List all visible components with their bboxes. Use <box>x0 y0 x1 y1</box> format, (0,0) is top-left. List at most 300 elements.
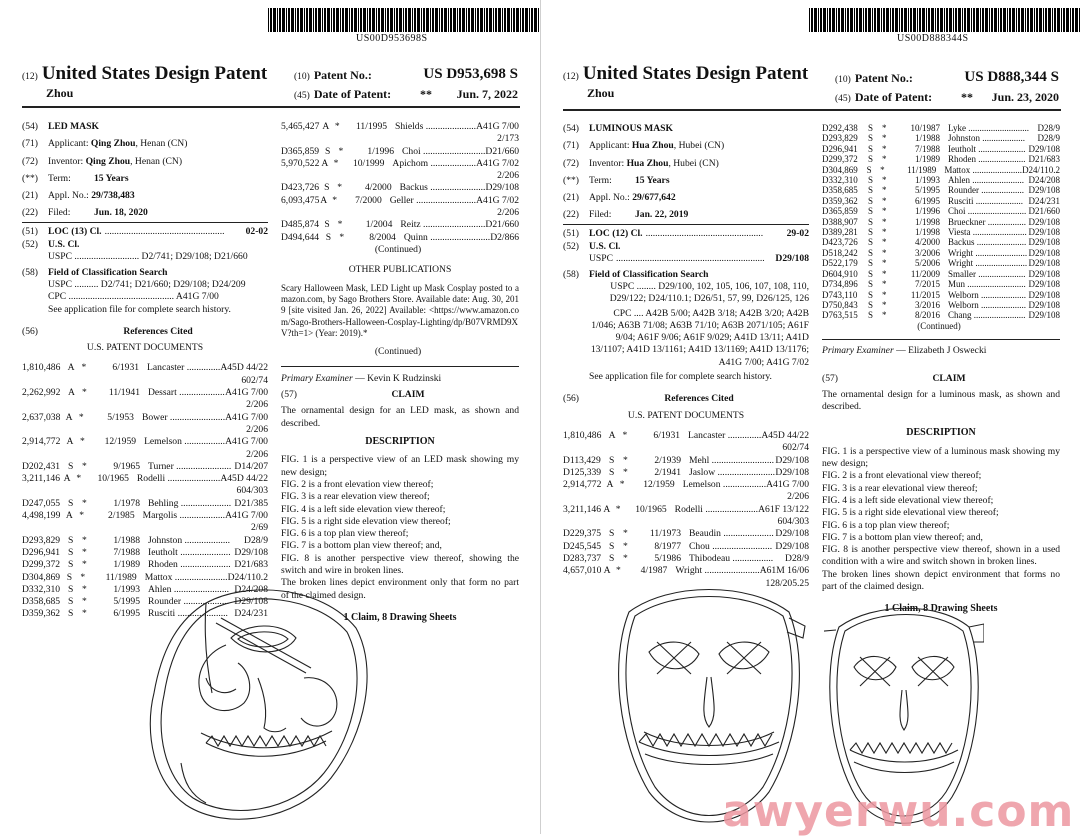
barcode-bar <box>423 8 425 32</box>
reference-row: 1,810,486 A * 6/1931 Lancaster .............. A45D 44/22 <box>22 362 269 374</box>
barcode-bar <box>899 8 900 32</box>
barcode-bar <box>1052 8 1053 32</box>
reference-row: D283,737 S * 5/1986 Thibodeau ................. D28/9 <box>563 552 809 564</box>
reference-row: D423,726 S * 4/2000 Backus ....................... D29/108 <box>281 182 520 194</box>
barcode-bar <box>279 8 281 32</box>
barcode-bar <box>376 8 377 32</box>
references-field: (56) References Cited <box>563 393 734 405</box>
reference-row: D604,910 S * 11/2009 Smaller ..................... D29/108 <box>822 268 1060 279</box>
continued-label: (Continued) <box>917 320 961 331</box>
barcode-bar <box>342 8 344 32</box>
barcode-bar <box>949 8 952 32</box>
description-item: FIG. 8 is another perspective view thereof, showing the switch and wire in broken lines. <box>281 552 519 577</box>
barcode-bar <box>441 8 443 32</box>
barcode-bar <box>345 8 348 32</box>
barcode-bar <box>859 8 862 32</box>
reference-row: 4,657,010 A * 4/1987 Wright ....................... A61M 16/06 <box>563 565 809 577</box>
description-item: FIG. 6 is a top plan view thereof; <box>822 519 950 531</box>
barcode-bar <box>372 8 375 32</box>
barcode-bar <box>872 8 873 32</box>
barcode-bar <box>1003 8 1006 32</box>
barcode-bar <box>412 8 413 32</box>
claim-text: The ornamental design for a luminous mask, as shown and described. <box>822 388 1060 413</box>
reference-row: 3,211,146 A * 10/1965 Rodelli ...................... A45D 44/22 <box>22 473 269 485</box>
reference-row: 2/173 <box>497 133 519 145</box>
barcode-bar <box>971 8 972 32</box>
search-uspc: USPC ........ D29/100, 102, 105, 106, 107, 108, 110, D29/122; D24/110.1; D26/51, 57, 99, D26/125, 126 <box>609 280 809 305</box>
barcode-bar <box>378 8 380 32</box>
barcode-bar <box>1054 8 1056 32</box>
barcode-bar <box>493 8 494 32</box>
barcode-bar <box>1072 8 1074 32</box>
reference-row: D304,869 S * 11/1989 Mattox ...................... D24/110.2 <box>22 571 268 583</box>
barcode-bar <box>387 8 389 32</box>
claim-section <box>822 373 1060 616</box>
reference-row: D359,362 S * 6/1995 Rusciti ..................... D24/231 <box>22 608 268 620</box>
reference-row: 3,211,146 A * 10/1965 Rodelli ...................... A61F 13/122 <box>563 503 809 515</box>
barcode-bar <box>381 8 384 32</box>
barcode-bar <box>883 8 885 32</box>
barcode-bar <box>980 8 981 32</box>
inventor-header: Zhou <box>587 86 615 100</box>
barcode-bar <box>955 8 957 32</box>
barcode-bar <box>820 8 822 32</box>
barcode-bar <box>297 8 299 32</box>
reference-row: D485,874 S * 1/2004 Reitz .......................... D21/660 <box>281 219 519 231</box>
barcode-bar <box>277 8 278 32</box>
patent-page-d888344 <box>541 0 1080 834</box>
barcode-bar <box>444 8 447 32</box>
barcode-bar <box>901 8 903 32</box>
barcode-bar <box>953 8 954 32</box>
barcode-bar <box>408 8 411 32</box>
barcode-bar <box>985 8 988 32</box>
barcode-bar <box>421 8 422 32</box>
barcode-bar <box>475 8 476 32</box>
barcode-bar <box>829 8 831 32</box>
barcode-bar <box>892 8 894 32</box>
description-item: FIG. 3 is a rear elevation view thereof; <box>281 491 430 503</box>
barcode-bar <box>895 8 898 32</box>
barcode-bar <box>399 8 402 32</box>
document-title: (12) United States Design Patent <box>22 63 268 84</box>
barcode-bar <box>295 8 296 32</box>
applicant-field: (71) Applicant: Hua Zhou, Hubei (CN) <box>563 140 725 152</box>
reference-row: 2,637,038 A * 5/1953 Bower ....................... A41G 7/00 <box>22 411 268 423</box>
description-item: The broken lines shown depict environment that forms no part of the claimed design. <box>822 568 1060 592</box>
right-column <box>822 123 1060 622</box>
barcode-bar <box>516 8 519 32</box>
examiner-rule <box>281 366 519 367</box>
led-mask-drawing <box>146 583 376 828</box>
barcode-bar <box>322 8 323 32</box>
barcode-bar <box>522 8 524 32</box>
term-field: (**) Term: 15 Years <box>22 172 129 184</box>
barcode-bar <box>534 8 537 32</box>
reference-row: D522,179 S * 5/2006 Wright ....................... D29/108 <box>822 258 1060 269</box>
reference-row: D125,339 S * 2/1941 Jaslow ........................ D29/108 <box>563 466 809 478</box>
barcode-bar <box>369 8 371 32</box>
description-item: FIG. 3 is a rear elevational view thereof; <box>822 482 978 494</box>
barcode-bar <box>886 8 889 32</box>
barcode-bar <box>453 8 456 32</box>
barcode-bar <box>845 8 846 32</box>
reference-row: D423,726 S * 4/2000 Backus ...................... D29/108 <box>822 237 1060 248</box>
barcode-bar <box>273 8 276 32</box>
us-cl-field: (52) U.S. Cl. <box>22 239 80 251</box>
description-heading: DESCRIPTION <box>365 436 435 448</box>
search-cpc: CPC ............................................ A41G 7/00 <box>48 291 219 303</box>
barcode-bar <box>944 8 945 32</box>
barcode-bar <box>430 8 431 32</box>
barcode-bar <box>926 8 927 32</box>
barcode-bar <box>309 8 312 32</box>
barcode-bar <box>394 8 395 32</box>
reference-row: 2/206 <box>246 399 268 411</box>
barcode-bar <box>1009 8 1011 32</box>
barcode-bar <box>354 8 357 32</box>
barcode-bar <box>877 8 880 32</box>
search-uspc: USPC .......... D2/741; D21/660; D29/108; D24/209 <box>48 278 246 290</box>
reference-row: D494,644 S * 8/2004 Quinn ......................... D2/866 <box>281 231 519 243</box>
barcode-bar <box>351 8 353 32</box>
header-rule <box>22 106 520 108</box>
reference-row: 2,262,992 A * 11/1941 Dessart ................... A41G 7/00 <box>22 387 268 399</box>
barcode-bar <box>363 8 366 32</box>
document-title: (12) United States Design Patent <box>563 63 809 84</box>
reference-row: 2,914,772 A * 12/1959 Lemelson ................. A41G 7/00 <box>22 436 268 448</box>
reference-row: D750,843 S * 3/2016 Welborn .................... D29/108 <box>822 299 1060 310</box>
barcode-bar <box>958 8 961 32</box>
barcode-bar <box>1016 8 1017 32</box>
reference-row: D365,859 S * 1/1996 Choi .......................... D21/660 <box>822 206 1060 217</box>
barcode-bar <box>890 8 891 32</box>
search-cpc: CPC .... A42B 5/00; A42B 3/18; A42B 3/20; A42B 1/046; A63B 71/08; A63B 71/10; A63B 2071/105; A61F 9/04; A61F 9/06; A61F 9/029; A41D 13/11; A41D 13/1107; A41D 13/1161; A41D 13/1169; A41D 13/1176; A41G 7/00; A41G 7/02 <box>590 307 809 368</box>
barcode-bar <box>836 8 837 32</box>
reference-row: D734,896 S * 7/2015 Mun .......................... D29/108 <box>822 279 1060 290</box>
us-cl-uspc: USPC ........................... D2/741; D29/108; D21/660 <box>48 251 248 263</box>
barcode-bar <box>426 8 429 32</box>
reference-row: D293,829 S * 1/1988 Johnston ................... D28/9 <box>822 133 1060 144</box>
barcode-bar <box>504 8 506 32</box>
barcode-bar <box>910 8 912 32</box>
reference-row: D296,941 S * 7/1988 Ieutholt ..................... D29/108 <box>22 546 268 558</box>
barcode-bar <box>989 8 990 32</box>
claims-sheets: 1 Claim, 8 Drawing Sheets <box>343 611 457 623</box>
barcode-bar <box>315 8 317 32</box>
barcode-bar <box>928 8 930 32</box>
reference-row: D292,438 S * 10/1987 Lyke ........................... D28/9 <box>822 123 1060 133</box>
watermark: awyerwu.com <box>722 786 1075 837</box>
references-list-continued <box>822 123 1060 321</box>
barcode-number: US00D888344S <box>897 33 969 44</box>
reference-row: 2/206 <box>246 423 268 435</box>
description-item: FIG. 5 is a right side elevation view thereof; <box>281 515 451 527</box>
us-patent-documents-heading: U.S. PATENT DOCUMENTS <box>86 342 204 354</box>
field-rule <box>22 222 268 223</box>
barcode-bar <box>529 8 530 32</box>
barcode-bar <box>809 8 810 32</box>
appl-no-field: (21) Appl. No.: 29/738,483 <box>22 190 135 202</box>
examiner-rule <box>822 339 1060 340</box>
barcode-bar <box>935 8 936 32</box>
reference-row: D332,310 S * 1/1993 Ahlen ....................... D24/208 <box>22 583 268 595</box>
reference-row: 2/206 <box>787 491 809 503</box>
barcode-bar <box>854 8 855 32</box>
barcode-bar <box>919 8 921 32</box>
barcode-bar <box>531 8 533 32</box>
barcode-bar <box>495 8 497 32</box>
reference-row: D365,859 S * 1/1996 Choi .......................... D21/660 <box>281 145 519 157</box>
description-heading: DESCRIPTION <box>906 427 976 439</box>
reference-row: 2/206 <box>497 170 519 182</box>
search-field: (58) Field of Classification Search <box>563 268 709 280</box>
filed-field: (22) Filed: Jun. 18, 2020 <box>22 207 148 219</box>
loc-field: (51) LOC (12) Cl. ................................................. 29-02 <box>563 227 809 239</box>
reference-row: D296,941 S * 7/1988 Ieutholt ..................... D29/108 <box>822 143 1060 154</box>
barcode-bar <box>832 8 835 32</box>
date-of-patent: (45) Date of Patent: ** Jun. 7, 2022 <box>294 87 518 101</box>
barcode-bar <box>414 8 416 32</box>
barcode-bar <box>439 8 440 32</box>
patent-page-d953698 <box>0 0 540 834</box>
barcode-bar <box>484 8 485 32</box>
date-of-patent: (45) Date of Patent: ** Jun. 23, 2020 <box>835 90 1059 104</box>
reference-row: D359,362 S * 6/1995 Rusciti ..................... D24/231 <box>822 195 1060 206</box>
barcode-bar <box>1070 8 1071 32</box>
barcode-bar <box>991 8 993 32</box>
reference-row: 5,970,522 A * 10/1999 Apichom ................... A41G 7/02 <box>281 157 519 169</box>
barcode-bar <box>856 8 858 32</box>
inventor-header: Zhou <box>46 86 74 100</box>
reference-row: 2/69 <box>250 522 268 534</box>
bibliographic-column <box>22 121 268 621</box>
barcode-bar <box>823 8 826 32</box>
continued-label: (Continued) <box>374 243 422 255</box>
description-item: FIG. 4 is a left side elevational view thereof; <box>822 494 994 506</box>
barcode-bar <box>286 8 287 32</box>
barcode-bar <box>868 8 871 32</box>
term-field: (**) Term: 15 Years <box>563 174 670 186</box>
reference-row: 604/303 <box>777 516 809 528</box>
barcode-bar <box>838 8 840 32</box>
barcode-bar <box>340 8 341 32</box>
barcode-bar <box>435 8 438 32</box>
barcode-bar <box>827 8 828 32</box>
search-field: (58) Field of Classification Search <box>22 266 168 278</box>
barcode-bar <box>306 8 308 32</box>
barcode-bar <box>396 8 398 32</box>
barcode-bar <box>358 8 359 32</box>
barcode-bar <box>525 8 528 32</box>
title-field: (54) LUMINOUS MASK <box>563 123 673 134</box>
barcode-bar <box>331 8 332 32</box>
inventor-field: (72) Inventor: Hua Zhou, Hubei (CN) <box>563 157 719 169</box>
barcode-bar <box>513 8 515 32</box>
barcode-bar <box>304 8 305 32</box>
inventor-field: (72) Inventor: Qing Zhou, Henan (CN) <box>22 155 183 167</box>
reference-row: 128/205.25 <box>765 577 809 589</box>
barcode-bar <box>502 8 503 32</box>
loc-field: (51) LOC (13) Cl. .................................................. 02-02 <box>22 225 268 237</box>
us-cl-uspc: USPC .............................................................. D29/108 <box>589 253 809 265</box>
other-publications-text: Scary Halloween Mask, LED Light up Mask Cosplay posted to amazon.com, by Sago Brothers Store. Available date: Aug. 30, 2019 [site visited Jan. 26, 2022] Available: <https://www.amazon.com/Sago-Brothers-Halloween-Cosplay-Lighting/dp/B07VRMD9XV?th=1> (Year: 2019).* <box>281 282 519 339</box>
description-item: FIG. 7 is a bottom plan view thereof; and, <box>281 540 442 552</box>
header-rule <box>563 109 1061 111</box>
reference-row: D229,375 S * 11/1973 Beaudin ..................... D29/108 <box>563 528 809 540</box>
barcode-bar <box>1039 8 1042 32</box>
barcode-bar <box>1036 8 1038 32</box>
applicant-field: (71) Applicant: Qing Zhou, Henan (CN) <box>22 138 188 150</box>
barcode-bar <box>1057 8 1060 32</box>
barcode-bar <box>1043 8 1044 32</box>
barcode-bar <box>459 8 461 32</box>
description-item: FIG. 2 is a front elevational view thereof; <box>822 470 982 482</box>
barcode-bar <box>498 8 501 32</box>
barcode-bar <box>1025 8 1026 32</box>
filed-field: (22) Filed: Jan. 22, 2019 <box>563 209 689 221</box>
barcode-bar <box>538 8 539 32</box>
barcode-bar <box>486 8 488 32</box>
description-list <box>822 446 1060 594</box>
reference-row: D388,907 S * 1/1998 Brueckner ................. D29/108 <box>822 216 1060 227</box>
barcode-bar <box>1066 8 1069 32</box>
barcode-bar <box>477 8 479 32</box>
barcode-bar <box>946 8 948 32</box>
description-item: FIG. 1 is a perspective view of an LED mask showing my new design; <box>281 454 519 478</box>
barcode-bar <box>850 8 853 32</box>
barcode-bar <box>917 8 918 32</box>
barcode-bar <box>360 8 362 32</box>
barcode-bar <box>466 8 467 32</box>
barcode-bar <box>962 8 963 32</box>
reference-row: 2/206 <box>246 448 268 460</box>
barcode-bar <box>1021 8 1024 32</box>
barcode-bar <box>841 8 844 32</box>
description-item: FIG. 4 is a left side elevation view thereof; <box>281 503 446 515</box>
right-column <box>281 121 519 630</box>
reference-row: D247,055 S * 1/1978 Behling ..................... D21/385 <box>22 497 268 509</box>
barcode-number: US00D953698S <box>356 33 428 44</box>
barcode-bar <box>282 8 285 32</box>
barcode-bar <box>863 8 864 32</box>
description-item: FIG. 6 is a top plan view thereof; <box>281 528 409 540</box>
description-item: FIG. 7 is a bottom plan view thereof; and, <box>822 531 983 543</box>
description-item: FIG. 5 is a right side elevational view thereof; <box>822 507 999 519</box>
reference-row: D293,829 S * 1/1988 Johnston ................... D28/9 <box>22 534 268 546</box>
description-item: FIG. 2 is a front elevation view thereof; <box>281 478 434 490</box>
reference-row: 5,465,427 A * 11/1995 Shields ..................... A41G 7/00 <box>281 121 519 132</box>
barcode <box>809 8 1080 32</box>
barcode-bar <box>922 8 925 32</box>
reference-row: D763,515 S * 8/2016 Chang ....................... D29/108 <box>822 310 1060 321</box>
barcode-bar <box>405 8 407 32</box>
primary-examiner: Primary Examiner — Kevin K Rudzinski <box>281 372 442 384</box>
barcode-bar <box>908 8 909 32</box>
description-list <box>281 454 519 602</box>
reference-row: D299,372 S * 1/1989 Rhoden ..................... D21/683 <box>822 154 1060 165</box>
barcode-bar <box>367 8 368 32</box>
barcode-bar <box>471 8 474 32</box>
search-note: See application file for complete search history. <box>589 371 772 383</box>
barcode-bar <box>1030 8 1033 32</box>
barcode-bar <box>270 8 272 32</box>
field-rule <box>563 224 809 225</box>
barcode-bar <box>881 8 882 32</box>
barcode-bar <box>385 8 386 32</box>
reference-row: 2,914,772 A * 12/1959 Lemelson .................. A41G 7/00 <box>563 479 809 491</box>
claims-sheets: 1 Claim, 8 Drawing Sheets <box>884 603 998 615</box>
barcode-bar <box>403 8 404 32</box>
us-cl-field: (52) U.S. Cl. <box>563 241 621 253</box>
references-list <box>563 430 809 590</box>
title-field: (54) LED MASK <box>22 121 99 132</box>
primary-examiner: Primary Examiner — Elizabeth J Oswecki <box>822 345 987 357</box>
reference-row: D743,110 S * 11/2015 Welborn .................... D29/108 <box>822 289 1060 300</box>
references-field: (56) References Cited <box>22 325 193 337</box>
barcode-bar <box>268 8 269 32</box>
appl-no-field: (21) Appl. No.: 29/677,642 <box>563 192 676 204</box>
barcode-bar <box>390 8 393 32</box>
barcode-bar <box>457 8 458 32</box>
barcode-bar <box>998 8 999 32</box>
claim-text: The ornamental design for an LED mask, as shown and described. <box>281 405 519 429</box>
reference-row: D358,685 S * 5/1995 Rounder ................... D29/108 <box>822 185 1060 196</box>
reference-row: D332,310 S * 1/1993 Ahlen ....................... D24/208 <box>822 175 1060 186</box>
barcode-bar <box>913 8 916 32</box>
barcode-bar <box>1048 8 1051 32</box>
barcode-bar <box>982 8 984 32</box>
barcode-bar <box>336 8 339 32</box>
barcode-bar <box>1075 8 1078 32</box>
us-patent-documents-heading: U.S. PATENT DOCUMENTS <box>627 409 745 421</box>
barcode-bar <box>313 8 314 32</box>
barcode-bar <box>507 8 510 32</box>
barcode-bar <box>811 8 813 32</box>
barcode-bar <box>967 8 970 32</box>
barcode-bar <box>324 8 326 32</box>
barcode-bar <box>931 8 934 32</box>
reference-row: D299,372 S * 1/1989 Rhoden ..................... D21/683 <box>22 559 268 571</box>
reference-row: 602/74 <box>782 442 809 454</box>
barcode-bar <box>865 8 867 32</box>
claim-heading: (57) CLAIM <box>822 372 966 384</box>
barcode-bar <box>417 8 420 32</box>
barcode-bar <box>1027 8 1029 32</box>
barcode-bar <box>1063 8 1065 32</box>
reference-row: D389,281 S * 1/1998 Viesta ........................ D29/108 <box>822 227 1060 238</box>
barcode-bar <box>489 8 492 32</box>
reference-row: D202,431 S * 9/1965 Turner ....................... D14/207 <box>22 460 268 472</box>
barcode-bar <box>480 8 483 32</box>
reference-row: D518,242 S * 3/2006 Wright ....................... D29/108 <box>822 247 1060 258</box>
other-publications-heading: OTHER PUBLICATIONS <box>348 264 452 276</box>
barcode <box>268 8 540 32</box>
barcode-bar <box>874 8 876 32</box>
barcode-bar <box>976 8 979 32</box>
references-list <box>22 362 268 620</box>
continued-label-2: (Continued) <box>374 345 422 357</box>
reference-row: 1,810,486 A * 6/1931 Lancaster .............. A45D 44/22 <box>563 429 810 441</box>
barcode-bar <box>940 8 943 32</box>
barcode-bar <box>291 8 294 32</box>
claim-heading: (57) CLAIM <box>281 389 425 401</box>
reference-row: 6,093,475 A * 7/2000 Geller ......................... A41G 7/02 <box>281 194 519 206</box>
barcode-bar <box>327 8 330 32</box>
barcode-bar <box>450 8 452 32</box>
barcode-bar <box>520 8 521 32</box>
barcode-bar <box>333 8 335 32</box>
